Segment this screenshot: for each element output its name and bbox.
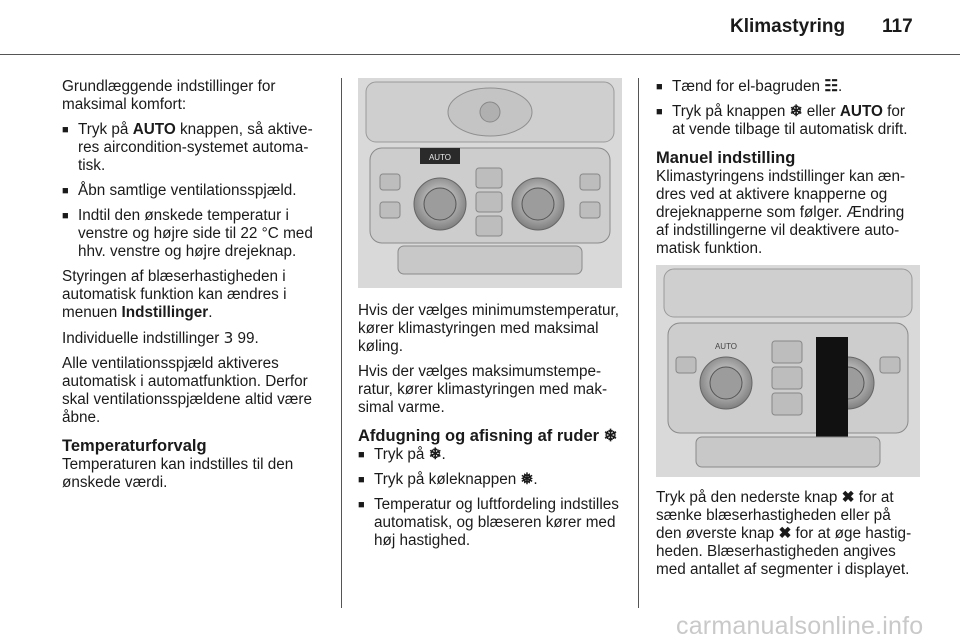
paragraph: Individuelle indstillinger 3 99.	[62, 329, 259, 347]
paragraph: Styringen af blæserhastigheden i automatisk funktion kan ændres i menuen Indstillinger.	[62, 268, 287, 321]
watermark: carmanualsonline.info	[676, 612, 924, 640]
column-1	[62, 78, 324, 499]
list-item: ■ Tryk på knappen ❄ eller AUTO for at vende tilbage til automatisk drift.	[656, 103, 920, 139]
auto-button-label: AUTO	[428, 153, 452, 162]
defrost-icon: ❄	[603, 427, 618, 445]
auto-button-label: AUTO	[714, 342, 738, 351]
list-item: ■ Tænd for el-bagruden ☷.	[656, 78, 920, 96]
list-item: ■ Temperatur og luftfordeling indstilles automatisk, og blæseren kører med høj hastighed.	[358, 496, 622, 550]
column-divider	[638, 78, 639, 608]
header-divider	[0, 54, 960, 55]
fan-icon: ✖	[778, 525, 792, 542]
section-heading: Afdugning og afisning af ruder ❄	[358, 427, 618, 445]
paragraph: Hvis der vælges minimumstemperatur, kører klimastyringen med maksimal køling.	[358, 302, 619, 355]
column-3	[656, 78, 920, 586]
section-heading: Manuel indstilling	[656, 149, 796, 167]
paragraph: Tryk på den nederste knap ✖ for at sænke blæserhastigheden eller på den øverste knap ✖ for at øge hastigheden. Blæserhastigheden angives med antallet af segmenter i displayet.	[656, 489, 912, 578]
climate-control-panel-photo	[656, 265, 920, 477]
list-item: ■ Tryk på AUTO knappen, så aktiveres aircondition-systemet automatisk.	[62, 121, 324, 175]
auto-keyword: AUTO	[839, 103, 883, 120]
page-title: Klimastyring	[730, 16, 846, 37]
list-item: ■ Indtil den ønskede temperatur i venstre og højre side til 22 °C med hhv. venstre og højre drejeknap.	[62, 207, 324, 261]
list-item: ■ Åbn samtlige ventilationsspjæld.	[62, 182, 324, 200]
section-heading: Temperaturforvalg	[62, 437, 207, 455]
list-item: ■ Tryk på ❄.	[358, 446, 622, 464]
paragraph: Hvis der vælges maksimumstemperatur, kører klimastyringen med maksimal varme.	[358, 363, 608, 416]
intro-text: Grundlæggende indstillinger for maksimal komfort:	[62, 78, 276, 113]
paragraph: Alle ventilationsspjæld aktiveres automatisk i automatfunktion. Derfor skal ventilationsspjældene altid være åbne.	[62, 355, 312, 426]
fan-icon: ✖	[841, 489, 855, 506]
paragraph: Temperaturen kan indstilles til den ønskede værdi.	[62, 456, 294, 491]
list-item: ■ Tryk på køleknappen ❅.	[358, 471, 622, 489]
climate-control-panel-photo	[358, 78, 622, 288]
column-2	[358, 78, 622, 557]
defrost-icon: ❄	[428, 446, 442, 463]
defrost-icon: ❄	[789, 103, 803, 120]
settings-menu-keyword: Indstillinger	[121, 304, 209, 321]
auto-keyword: AUTO	[132, 121, 176, 138]
cross-reference-arrow-icon: 3	[223, 329, 234, 347]
cooling-snowflake-icon: ❅	[520, 471, 534, 488]
column-divider	[341, 78, 342, 608]
rear-window-heat-icon: ☷	[824, 78, 838, 95]
paragraph: Klimastyringens indstillinger kan ændres ved at aktivere knapperne og drejeknapperne som følger. Ændring af indstillingerne vil deaktivere automatisk funktion.	[656, 168, 906, 257]
page-number: 117	[882, 16, 913, 37]
